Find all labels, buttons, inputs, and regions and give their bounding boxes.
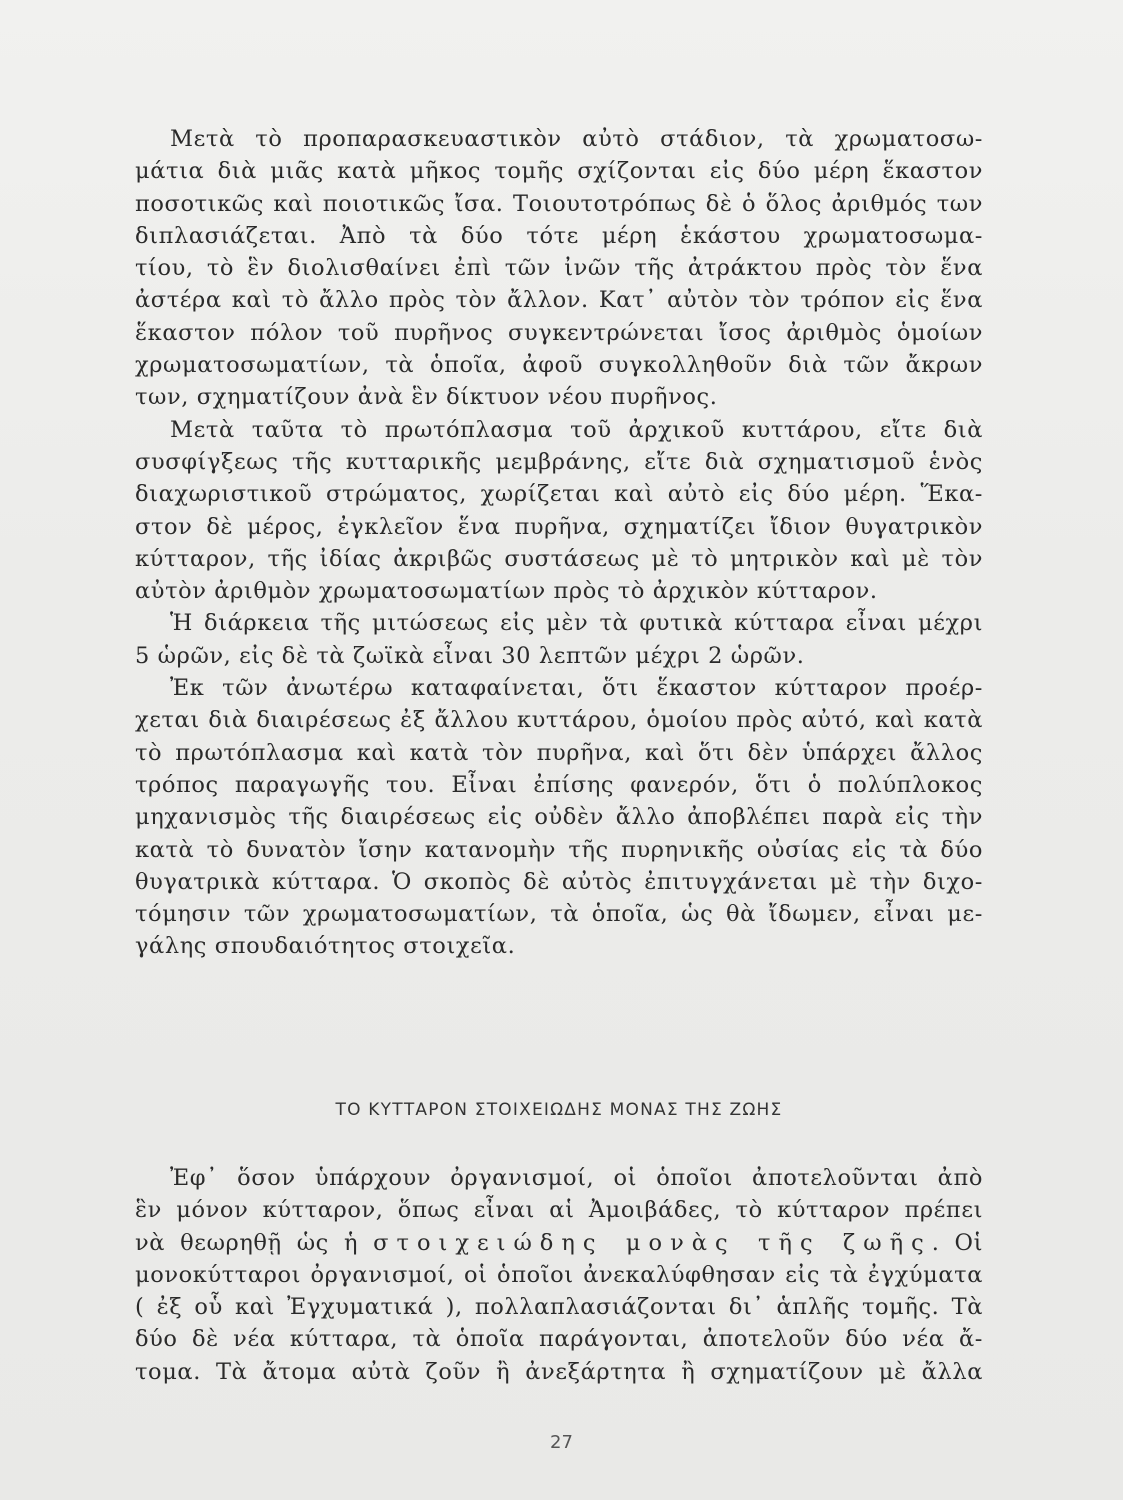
text-line: ἕκαστον πόλον τοῦ πυρῆνος συγκεντρώνεται ἴσος ἀριθμὸς ὁμοίων (135, 319, 983, 346)
text-line: διπλασιάζεται. Ἀπὸ τὰ δύο τότε μέρη ἑκάστου χρωματοσωμα- (135, 222, 983, 249)
paragraph (135, 123, 983, 414)
page-number: 27 (550, 1432, 573, 1453)
text-line: τομα. Τὰ ἄτομα αὐτὰ ζοῦν ἢ ἀνεξάρτητα ἢ σχηματίζουν μὲ ἄλλα (135, 1358, 983, 1385)
text-line: ἀστέρα καὶ τὸ ἄλλο πρὸς τὸν ἄλλον. Κατ᾽ αὐτὸν τὸν τρόπον εἰς ἕνα (135, 287, 983, 314)
text-line: Ἐφ᾽ ὅσον ὑπάρχουν ὀργανισμοί, οἱ ὁποῖοι ἀποτελοῦνται ἀπὸ (170, 1165, 983, 1191)
text-line: Ἐκ τῶν ἀνωτέρω καταφαίνεται, ὅτι ἕκαστον κύτταρον προέρ- (170, 675, 983, 702)
paragraph (135, 607, 983, 672)
section-2-body (135, 1162, 983, 1388)
text-line-spaced (135, 1227, 983, 1259)
paragraph (135, 1162, 983, 1388)
text-line: τίου, τὸ ἓν διολισθαίνει ἐπὶ τῶν ἰνῶν τῆς ἀτράκτου πρὸς τὸν ἕνα (135, 255, 983, 282)
text-line: δύο δὲ νέα κύτταρα, τὰ ὁποῖα παράγονται, ἀποτελοῦν δύο νέα ἄ- (135, 1326, 983, 1353)
paragraph (135, 672, 983, 963)
text-line: κύτταρον, τῆς ἰδίας ἀκριβῶς συστάσεως μὲ τὸ μητρικὸν καὶ μὲ τὸν (135, 545, 983, 572)
text-line: Μετὰ ταῦτα τὸ πρωτόπλασμα τοῦ ἀρχικοῦ κυττάρου, εἴτε διὰ (170, 416, 983, 443)
text-line: τὸ πρωτόπλασμα καὶ κατὰ τὸν πυρῆνα, καὶ ὅτι δὲν ὑπάρχει ἄλλος (135, 739, 983, 766)
text-line: χρωματοσωματίων, τὰ ὁποῖα, ἀφοῦ συγκολληθοῦν διὰ τῶν ἄκρων (135, 352, 983, 379)
text-line: τόμησιν τῶν χρωματοσωματίων, τὰ ὁποῖα, ὡς θὰ ἴδωμεν, εἶναι με- (135, 901, 983, 928)
emphasized-spaced-text: στοιχειώδης μονὰς τῆς ζωῆς (373, 1229, 932, 1256)
text-line: συσφίγξεως τῆς κυτταρικῆς μεμβράνης, εἴτε διὰ σχηματισμοῦ ἑνὸς (135, 448, 983, 475)
text-line: Ἡ διάρκεια τῆς μιτώσεως εἰς μὲν τὰ φυτικὰ κύτταρα εἶναι μέχρι (170, 610, 983, 637)
text-line: στον δὲ μέρος, ἐγκλεῖον ἕνα πυρῆνα, σχηματίζει ἴδιον θυγατρικὸν (135, 513, 983, 540)
text-line: μάτια διὰ μιᾶς κατὰ μῆκος τομῆς σχίζονται εἰς δύο μέρη ἕκαστον (135, 158, 983, 185)
text-line: κατὰ τὸ δυνατὸν ἴσην κατανομὴν τῆς πυρηνικῆς οὐσίας εἰς τὰ δύο (135, 836, 983, 863)
text-line: των, σχηματίζουν ἀνὰ ἓν δίκτυον νέου πυρῆνος. (135, 384, 718, 411)
text-line: μονοκύτταροι ὀργανισμοί, οἱ ὁποῖοι ἀνεκαλύφθησαν εἰς τὰ ἐγχύματα (135, 1261, 983, 1288)
text-line: διαχωριστικοῦ στρώματος, χωρίζεται καὶ αὐτὸ εἰς δύο μέρη. Ἕκα- (135, 481, 983, 508)
section-1-body (135, 123, 983, 963)
paragraph (135, 414, 983, 608)
text-line: 5 ὡρῶν, εἰς δὲ τὰ ζωϊκὰ εἶναι 30 λεπτῶν μέχρι 2 ὡρῶν. (135, 642, 805, 669)
text-line: ἓν μόνον κύτταρον, ὅπως εἶναι αἱ Ἀμοιβάδες, τὸ κύτταρον πρέπει (135, 1197, 983, 1224)
text-line: γάλης σπουδαιότητος στοιχεῖα. (135, 933, 516, 960)
text-segment: νὰ θεωρηθῇ ὡς ἡ (135, 1229, 374, 1256)
text-line: Μετὰ τὸ προπαρασκευαστικὸν αὐτὸ στάδιον, τὰ χρωματοσω- (170, 126, 983, 152)
text-line: ποσοτικῶς καὶ ποιοτικῶς ἴσα. Τοιουτοτρόπως δὲ ὁ ὅλος ἀριθμός των (135, 190, 983, 217)
text-line: αὐτὸν ἀριθμὸν χρωματοσωματίων πρὸς τὸ ἀρχικὸν κύτταρον. (135, 578, 878, 605)
text-line: χεται διὰ διαιρέσεως ἐξ ἄλλου κυττάρου, ὁμοίου πρὸς αὐτό, καὶ κατὰ (135, 707, 983, 734)
text-line: τρόπος παραγωγῆς του. Εἶναι ἐπίσης φανερόν, ὅτι ὁ πολύπλοκος (135, 771, 983, 798)
text-line: ( ἐξ οὗ καὶ Ἐγχυματικά ), πολλαπλασιάζονται δι᾽ ἁπλῆς τομῆς. Τὰ (135, 1294, 983, 1321)
text-segment: . Οἱ (931, 1229, 983, 1256)
text-line: θυγατρικὰ κύτταρα. Ὁ σκοπὸς δὲ αὐτὸς ἐπιτυγχάνεται μὲ τὴν διχο- (135, 868, 983, 895)
section-heading: ΤΟ ΚΥΤΤΑΡΟΝ ΣΤΟΙΧΕΙΩΔΗΣ ΜΟΝΑΣ ΤΗΣ ΖΩΗΣ (335, 1100, 783, 1120)
text-line: μηχανισμὸς τῆς διαιρέσεως εἰς οὐδὲν ἄλλο ἀποβλέπει παρὰ εἰς τὴν (135, 804, 983, 831)
